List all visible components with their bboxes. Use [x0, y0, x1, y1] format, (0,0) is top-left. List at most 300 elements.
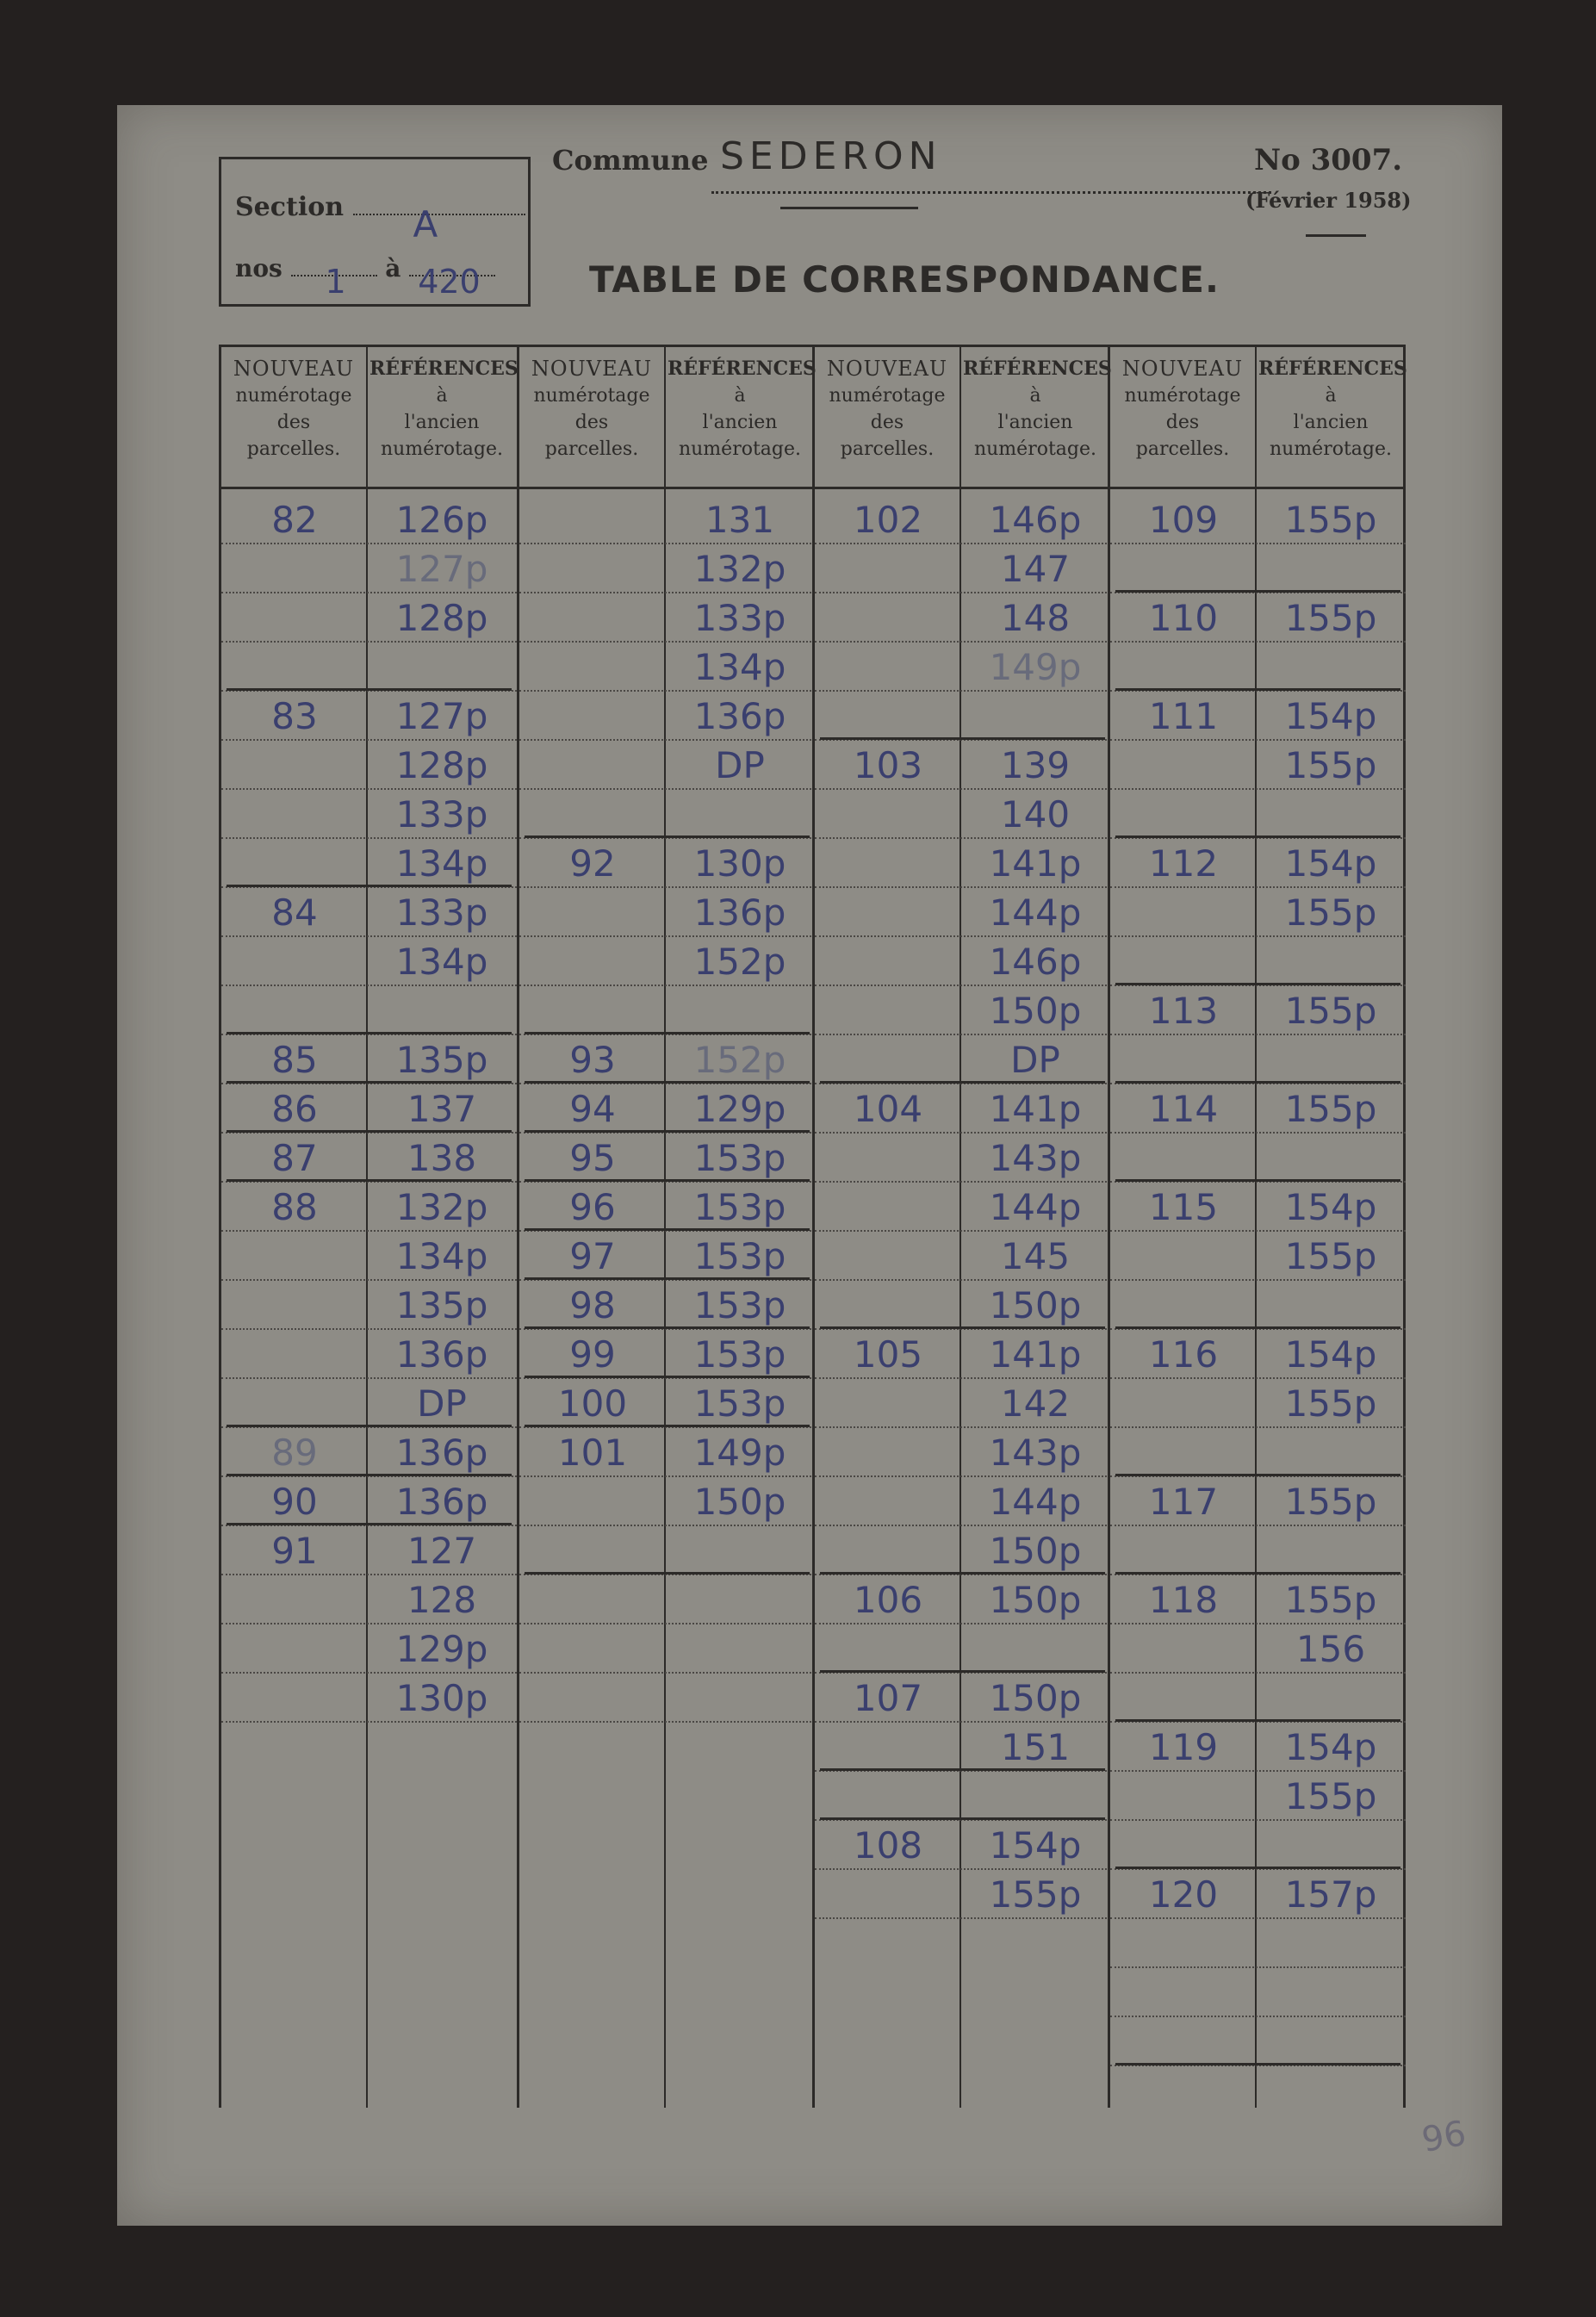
- table-row: [1110, 1819, 1406, 1870]
- table-row: [221, 494, 517, 544]
- old-reference: 156: [1295, 1628, 1366, 1670]
- old-reference: 144p: [989, 1481, 1082, 1523]
- old-reference: 153p: [693, 1382, 786, 1425]
- old-reference: 142: [1000, 1382, 1071, 1425]
- new-parcel-number: 112: [1148, 842, 1219, 885]
- group-divider: [525, 1228, 810, 1231]
- old-reference: 132p: [395, 1186, 488, 1228]
- new-parcel-number: 83: [271, 695, 318, 737]
- table-row: [815, 1475, 1110, 1526]
- table-row: [519, 788, 815, 839]
- old-reference: 153p: [693, 1137, 786, 1179]
- table-row: [815, 1721, 1110, 1772]
- nos-from: 1: [325, 263, 346, 301]
- old-reference: 153p: [693, 1186, 786, 1228]
- table-row: [1110, 592, 1406, 643]
- commune-underline: [780, 207, 918, 209]
- old-reference: 133p: [693, 597, 786, 639]
- group-divider: [1115, 1326, 1400, 1329]
- old-reference: 143p: [989, 1137, 1082, 1179]
- old-reference: 127p: [395, 695, 488, 737]
- new-parcel-number: 98: [569, 1284, 616, 1326]
- table-row: [815, 1623, 1110, 1674]
- old-reference: DP: [715, 744, 765, 786]
- new-parcel-number: 114: [1148, 1088, 1219, 1130]
- old-reference: 154p: [1284, 1333, 1377, 1376]
- group-divider: [525, 1425, 810, 1427]
- table-row: [1110, 1574, 1406, 1624]
- section-box: [219, 157, 531, 307]
- new-parcel-number: 90: [271, 1481, 318, 1523]
- table-row: [221, 1328, 517, 1379]
- new-parcel-number: 105: [853, 1333, 923, 1376]
- group-divider: [525, 835, 810, 838]
- group-divider: [1115, 835, 1400, 838]
- header-references-line: à: [436, 385, 448, 407]
- table-row: [519, 886, 815, 937]
- header-references-line: RÉFÉRENCES: [963, 357, 1112, 380]
- table-row: [815, 1132, 1110, 1183]
- date-underline: [1306, 234, 1366, 237]
- old-reference: 155p: [1284, 1775, 1377, 1817]
- group-divider: [1115, 1081, 1400, 1084]
- table-row: [1110, 788, 1406, 839]
- table-row: [221, 1230, 517, 1281]
- old-reference: 155p: [1284, 1579, 1377, 1621]
- table-row: [221, 690, 517, 741]
- group-divider: [525, 1032, 810, 1034]
- new-parcel-number: 95: [569, 1137, 616, 1179]
- new-parcel-number: 97: [569, 1235, 616, 1277]
- table-row: [815, 1181, 1110, 1232]
- new-parcel-number: 85: [271, 1039, 318, 1081]
- header-references-line: numérotage.: [380, 438, 504, 460]
- header-references-line: à: [734, 385, 746, 407]
- new-parcel-number: 96: [569, 1186, 616, 1228]
- table-row: [519, 739, 815, 790]
- document-date: (Février 1958): [1245, 188, 1412, 213]
- old-reference: 135p: [395, 1284, 488, 1326]
- table-row: [519, 837, 815, 888]
- a-label: à: [385, 254, 401, 283]
- table-row: [815, 592, 1110, 643]
- old-reference: 136p: [395, 1481, 488, 1523]
- old-reference: 155p: [1284, 990, 1377, 1032]
- header-rule: [1110, 487, 1406, 489]
- new-parcel-number: 113: [1148, 990, 1219, 1032]
- commune-value: SEDERON: [720, 134, 942, 178]
- table-row: [221, 837, 517, 888]
- new-parcel-number: 92: [569, 842, 616, 885]
- new-parcel-number: 89: [271, 1432, 318, 1474]
- table-row: [519, 1574, 815, 1624]
- table-row: [221, 788, 517, 839]
- table-row: [1110, 1181, 1406, 1232]
- table-row: [519, 1230, 815, 1281]
- header-references: [963, 356, 1112, 485]
- old-reference: 134p: [693, 646, 786, 688]
- table-row: [1110, 1770, 1406, 1821]
- new-parcel-number: 93: [569, 1039, 616, 1081]
- table-row: [1110, 1917, 1406, 1968]
- header-nouveau-line: numérotage: [533, 385, 650, 407]
- header-references-line: à: [1325, 385, 1337, 407]
- header-references-line: numérotage.: [973, 438, 1097, 460]
- table-row: [221, 592, 517, 643]
- old-reference: 128p: [395, 597, 488, 639]
- table-row: [221, 543, 517, 593]
- table-row: [519, 1377, 815, 1428]
- old-reference: 150p: [989, 1284, 1082, 1326]
- old-reference: 136p: [693, 891, 786, 934]
- group-divider: [227, 1425, 512, 1427]
- old-reference: 153p: [693, 1333, 786, 1376]
- group-divider: [227, 1523, 512, 1525]
- header-nouveau: [817, 356, 958, 485]
- old-reference: 132p: [693, 548, 786, 590]
- old-reference: 144p: [989, 891, 1082, 934]
- old-reference: 137: [407, 1088, 477, 1130]
- old-reference: DP: [417, 1382, 467, 1425]
- table-row: [1110, 1426, 1406, 1477]
- group-divider: [227, 1474, 512, 1476]
- document-sheet: [117, 105, 1502, 2226]
- table-row: [519, 543, 815, 593]
- old-reference: DP: [1010, 1039, 1060, 1081]
- table-row: [1110, 494, 1406, 544]
- table-row: [221, 1623, 517, 1674]
- group-divider: [820, 1768, 1105, 1771]
- old-reference: 155p: [1284, 597, 1377, 639]
- old-reference: 155p: [989, 1873, 1082, 1916]
- group-divider: [525, 1081, 810, 1084]
- group-divider: [820, 1572, 1105, 1575]
- new-parcel-number: 115: [1148, 1186, 1219, 1228]
- old-reference: 143p: [989, 1432, 1082, 1474]
- old-reference: 136p: [395, 1333, 488, 1376]
- old-reference: 153p: [693, 1235, 786, 1277]
- table-block-3: [812, 347, 1110, 2108]
- old-reference: 154p: [1284, 695, 1377, 737]
- header-nouveau-line: parcelles.: [246, 438, 341, 460]
- old-reference: 149p: [989, 646, 1082, 688]
- old-reference: 129p: [693, 1088, 786, 1130]
- table-row: [815, 690, 1110, 741]
- header-references: [668, 356, 817, 485]
- table-row: [815, 1034, 1110, 1084]
- table-row: [1110, 1328, 1406, 1379]
- table-row: [519, 935, 815, 986]
- group-divider: [1115, 1719, 1400, 1722]
- group-divider: [525, 1376, 810, 1378]
- corner-note: 96: [1419, 2113, 1469, 2161]
- old-reference: 134p: [395, 842, 488, 885]
- group-divider: [227, 1130, 512, 1133]
- table-row: [815, 1819, 1110, 1870]
- table-row: [221, 1672, 517, 1723]
- old-reference: 129p: [395, 1628, 488, 1670]
- table-row: [221, 1426, 517, 1477]
- old-reference: 155p: [1284, 1088, 1377, 1130]
- header-rule: [221, 487, 517, 489]
- group-divider: [820, 1670, 1105, 1673]
- old-reference: 126p: [395, 499, 488, 541]
- header-nouveau-line: NOUVEAU: [826, 357, 948, 381]
- old-reference: 154p: [1284, 842, 1377, 885]
- table-row: [1110, 935, 1406, 986]
- old-reference: 152p: [693, 1039, 786, 1081]
- table-row: [519, 1672, 815, 1723]
- old-reference: 127p: [395, 548, 488, 590]
- group-divider: [227, 1032, 512, 1034]
- old-reference: 144p: [989, 1186, 1082, 1228]
- table-row: [221, 1279, 517, 1330]
- header-nouveau-line: numérotage: [1124, 385, 1241, 407]
- new-parcel-number: 118: [1148, 1579, 1219, 1621]
- table-row: [1110, 641, 1406, 692]
- table-row: [815, 1328, 1110, 1379]
- group-divider: [227, 885, 512, 887]
- header-nouveau-line: des: [1165, 412, 1200, 433]
- header-references-line: numérotage.: [1269, 438, 1393, 460]
- old-reference: 155p: [1284, 744, 1377, 786]
- new-parcel-number: 109: [1148, 499, 1219, 541]
- table-row: [221, 1132, 517, 1183]
- header-nouveau-line: parcelles.: [840, 438, 935, 460]
- new-parcel-number: 88: [271, 1186, 318, 1228]
- table-row: [815, 985, 1110, 1035]
- old-reference: 150p: [989, 1530, 1082, 1572]
- section-label: Section: [235, 192, 345, 222]
- table-row: [221, 1525, 517, 1575]
- old-reference: 136p: [395, 1432, 488, 1474]
- table-row: [815, 1525, 1110, 1575]
- table-row: [815, 935, 1110, 986]
- old-reference: 136p: [693, 695, 786, 737]
- old-reference: 155p: [1284, 499, 1377, 541]
- new-parcel-number: 107: [853, 1677, 923, 1719]
- table-row: [1110, 1132, 1406, 1183]
- header-references: [1258, 356, 1407, 485]
- old-reference: 141p: [989, 1088, 1082, 1130]
- table-row: [519, 1181, 815, 1232]
- new-parcel-number: 82: [271, 499, 318, 541]
- table-row: [1110, 543, 1406, 593]
- header-references-line: l'ancien: [1293, 412, 1369, 433]
- new-parcel-number: 94: [569, 1088, 616, 1130]
- new-parcel-number: 87: [271, 1137, 318, 1179]
- table-row: [221, 935, 517, 986]
- new-parcel-number: 106: [853, 1579, 923, 1621]
- table-row: [519, 1328, 815, 1379]
- commune-dotted-line: [711, 191, 1271, 194]
- old-reference: 154p: [1284, 1186, 1377, 1228]
- old-reference: 134p: [395, 1235, 488, 1277]
- document-number: No 3007.: [1254, 143, 1403, 177]
- table-row: [815, 886, 1110, 937]
- table-row: [519, 1083, 815, 1134]
- group-divider: [1115, 1572, 1400, 1575]
- table-row: [1110, 1868, 1406, 1919]
- table-row: [221, 1377, 517, 1428]
- header-nouveau-line: des: [574, 412, 609, 433]
- table-row: [519, 1475, 815, 1526]
- table-row: [221, 641, 517, 692]
- old-reference: 133p: [395, 793, 488, 835]
- group-divider: [820, 1817, 1105, 1820]
- header-nouveau-line: NOUVEAU: [1121, 357, 1244, 381]
- header-nouveau: [521, 356, 662, 485]
- old-reference: 133p: [395, 891, 488, 934]
- table-row: [815, 1574, 1110, 1624]
- nos-to: 420: [418, 263, 481, 301]
- header-nouveau-line: NOUVEAU: [531, 357, 653, 381]
- old-reference: 152p: [693, 941, 786, 983]
- old-reference: 130p: [395, 1677, 488, 1719]
- table-row: [221, 985, 517, 1035]
- table-row: [815, 739, 1110, 790]
- table-row: [1110, 1083, 1406, 1134]
- new-parcel-number: 84: [271, 891, 318, 934]
- table-row: [1110, 1525, 1406, 1575]
- group-divider: [820, 1326, 1105, 1329]
- old-reference: 127: [407, 1530, 477, 1572]
- old-reference: 140: [1000, 793, 1071, 835]
- table-row: [221, 1181, 517, 1232]
- commune-label: Commune: [552, 144, 709, 177]
- table-row: [1110, 1672, 1406, 1723]
- table-row: [815, 1083, 1110, 1134]
- section-value: A: [413, 203, 438, 245]
- group-divider: [1115, 590, 1400, 593]
- table-row: [1110, 2016, 1406, 2066]
- header-references-line: l'ancien: [702, 412, 778, 433]
- old-reference: 146p: [989, 941, 1082, 983]
- old-reference: 141p: [989, 842, 1082, 885]
- header-rule: [815, 487, 1110, 489]
- table-row: [221, 1475, 517, 1526]
- table-row: [519, 985, 815, 1035]
- new-parcel-number: 111: [1148, 695, 1219, 737]
- table-row: [815, 1279, 1110, 1330]
- old-reference: 131: [705, 499, 775, 541]
- table-row: [519, 1623, 815, 1674]
- old-reference: 155p: [1284, 891, 1377, 934]
- old-reference: 148: [1000, 597, 1071, 639]
- header-nouveau-line: numérotage: [829, 385, 946, 407]
- old-reference: 146p: [989, 499, 1082, 541]
- group-divider: [1115, 2063, 1400, 2065]
- table-row: [1110, 985, 1406, 1035]
- table-row: [221, 1034, 517, 1084]
- table-row: [519, 592, 815, 643]
- header-references-line: numérotage.: [678, 438, 802, 460]
- table-row: [221, 739, 517, 790]
- new-parcel-number: 101: [557, 1432, 628, 1474]
- table-row: [221, 1083, 517, 1134]
- table-row: [1110, 1034, 1406, 1084]
- table-row: [519, 1525, 815, 1575]
- group-divider: [1115, 1474, 1400, 1476]
- old-reference: 150p: [989, 990, 1082, 1032]
- table-row: [519, 690, 815, 741]
- table-row: [815, 1377, 1110, 1428]
- header-references-line: l'ancien: [404, 412, 480, 433]
- group-divider: [1115, 983, 1400, 985]
- old-reference: 149p: [693, 1432, 786, 1474]
- old-reference: 154p: [1284, 1726, 1377, 1768]
- header-nouveau-line: des: [276, 412, 311, 433]
- table-row: [815, 1868, 1110, 1919]
- old-reference: 150p: [989, 1677, 1082, 1719]
- new-parcel-number: 99: [569, 1333, 616, 1376]
- group-divider: [525, 1130, 810, 1133]
- old-reference: 153p: [693, 1284, 786, 1326]
- table-row: [1110, 1966, 1406, 2017]
- new-parcel-number: 108: [853, 1824, 923, 1867]
- table-block-2: [517, 347, 815, 2108]
- table-row: [519, 641, 815, 692]
- old-reference: 141p: [989, 1333, 1082, 1376]
- table-row: [815, 788, 1110, 839]
- old-reference: 128p: [395, 744, 488, 786]
- table-block-4: [1108, 347, 1406, 2108]
- nos-label: nos: [235, 254, 283, 283]
- new-parcel-number: 103: [853, 744, 923, 786]
- table-row: [519, 1279, 815, 1330]
- old-reference: 150p: [693, 1481, 786, 1523]
- header-references-line: l'ancien: [997, 412, 1073, 433]
- group-divider: [820, 1081, 1105, 1084]
- table-row: [519, 1426, 815, 1477]
- group-divider: [1115, 688, 1400, 691]
- group-divider: [525, 1326, 810, 1329]
- old-reference: 138: [407, 1137, 477, 1179]
- old-reference: 155p: [1284, 1382, 1377, 1425]
- header-references: [370, 356, 519, 485]
- new-parcel-number: 110: [1148, 597, 1219, 639]
- group-divider: [1115, 1867, 1400, 1869]
- table-row: [815, 1426, 1110, 1477]
- old-reference: 145: [1000, 1235, 1071, 1277]
- old-reference: 150p: [989, 1579, 1082, 1621]
- table-row: [1110, 837, 1406, 888]
- old-reference: 130p: [693, 842, 786, 885]
- header-references-line: RÉFÉRENCES: [668, 357, 817, 380]
- table-row: [1110, 690, 1406, 741]
- table-row: [815, 1230, 1110, 1281]
- header-nouveau-line: NOUVEAU: [233, 357, 355, 381]
- table-row: [815, 1770, 1110, 1821]
- table-row: [1110, 1475, 1406, 1526]
- group-divider: [227, 1081, 512, 1084]
- group-divider: [525, 1277, 810, 1280]
- new-parcel-number: 100: [557, 1382, 628, 1425]
- header-references-line: RÉFÉRENCES: [370, 357, 519, 380]
- page-title: TABLE DE CORRESPONDANCE.: [589, 258, 1220, 301]
- old-reference: 135p: [395, 1039, 488, 1081]
- group-divider: [525, 1572, 810, 1575]
- old-reference: 139: [1000, 744, 1071, 786]
- header-nouveau-line: des: [870, 412, 904, 433]
- table-row: [1110, 1377, 1406, 1428]
- header-references-line: RÉFÉRENCES: [1258, 357, 1407, 380]
- new-parcel-number: 102: [853, 499, 923, 541]
- new-parcel-number: 116: [1148, 1333, 1219, 1376]
- correspondence-table: [219, 345, 1406, 2108]
- table-row: [1110, 886, 1406, 937]
- old-reference: 155p: [1284, 1481, 1377, 1523]
